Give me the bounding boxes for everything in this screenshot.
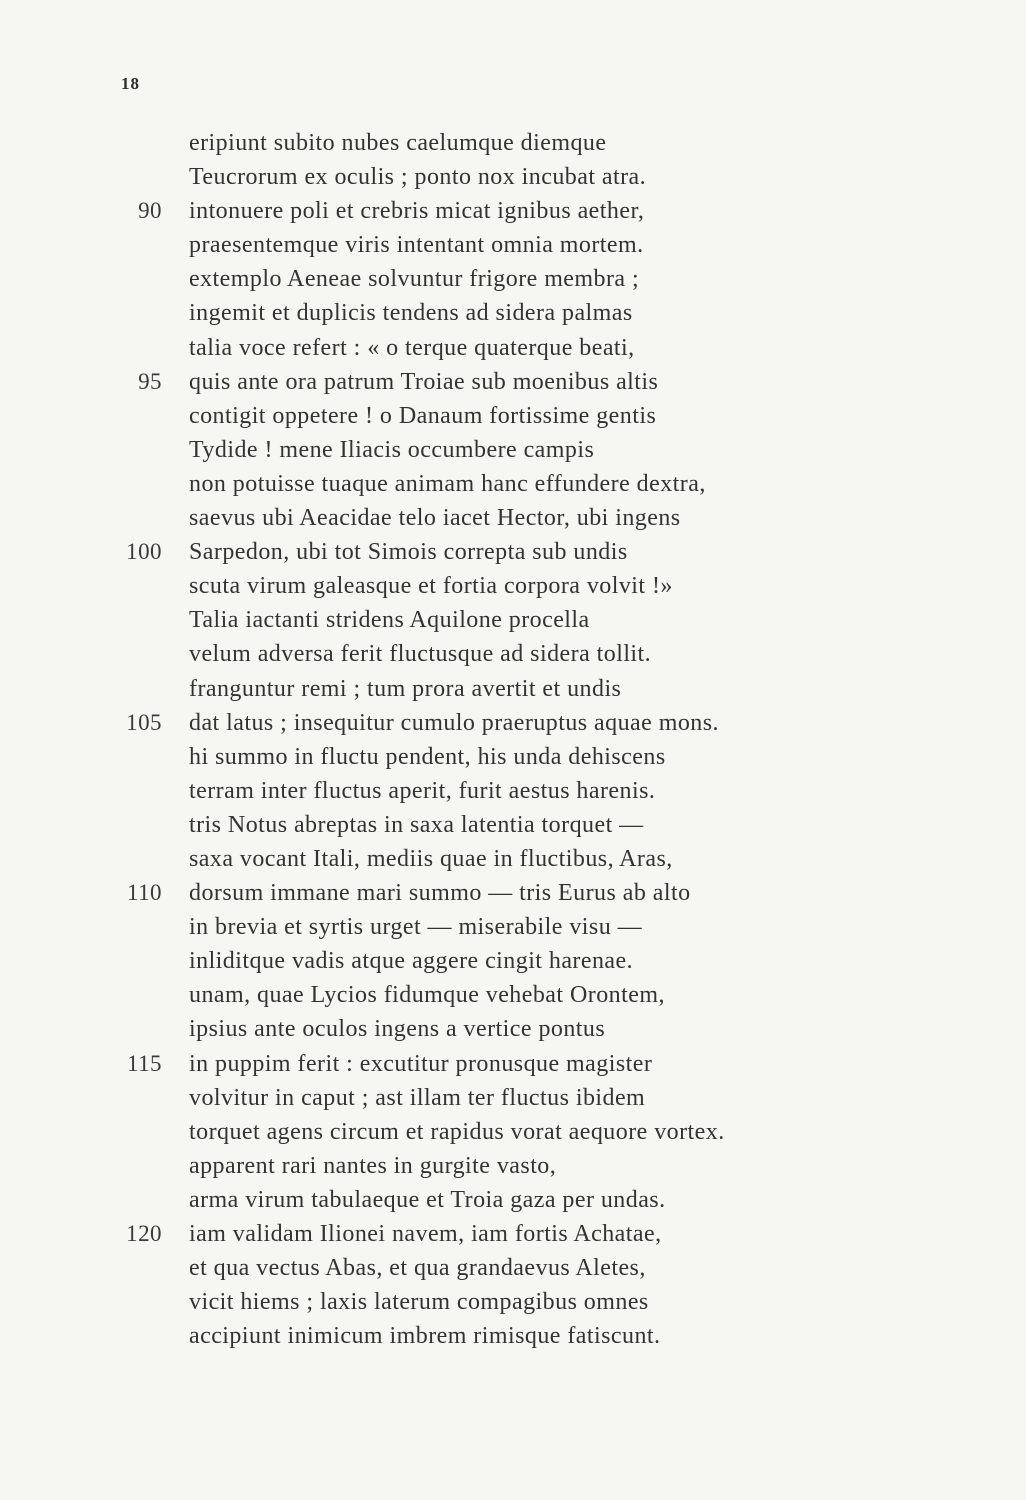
verse-text: arma virum tabulaeque et Troia gaza per undas. [189,1186,666,1213]
verse-text: tris Notus abreptas in saxa latentia torquet — [189,811,644,838]
verse-line [0,774,1026,808]
line-number: 110 [127,880,162,906]
verse-line [0,672,1026,706]
verse-line [0,740,1026,774]
line-number: 115 [127,1050,162,1076]
verse-line [0,1217,1026,1251]
verse-text: dat latus ; insequitur cumulo praeruptus aquae mons. [189,709,719,736]
verse-text: et qua vectus Abas, et qua grandaevus Aletes, [189,1255,646,1282]
verse-line [0,876,1026,910]
verse-text: intonuere poli et crebris micat ignibus aether, [189,198,645,225]
verse-line [0,262,1026,296]
verse-line [0,1081,1026,1115]
verse-line [0,910,1026,944]
verse-line [0,433,1026,467]
verse-text: inliditque vadis atque aggere cingit harenae. [189,948,634,975]
verse-text: Sarpedon, ubi tot Simois correpta sub undis [189,539,628,566]
verse-text: dorsum immane mari summo — tris Eurus ab alto [189,880,691,907]
verse-line [0,706,1026,740]
verse-line [0,535,1026,569]
verse-line [0,1115,1026,1149]
verse-text: hi summo in fluctu pendent, his unda dehiscens [189,743,666,770]
verse-line [0,194,1026,228]
verse-text: eripiunt subito nubes caelumque diemque [189,130,607,156]
verse-text: torquet agens circum et rapidus vorat aequore vortex. [189,1118,725,1145]
verse-text: unam, quae Lycios fidumque vehebat Orontem, [189,982,665,1009]
verse-line [0,365,1026,399]
verse-text: Talia iactanti stridens Aquilone procella [189,607,590,634]
verse-text: praesentemque viris intentant omnia mortem. [189,232,644,259]
verse-text: extemplo Aeneae solvuntur frigore membra ; [189,266,640,293]
verse-line [0,228,1026,262]
poem-text [0,126,1026,1353]
verse-text: Tydide ! mene Iliacis occumbere campis [189,436,595,463]
verse-text: saevus ubi Aeacidae telo iacet Hector, ubi ingens [189,505,681,532]
verse-line [0,978,1026,1012]
verse-text: talia voce refert : « o terque quaterque beati, [189,334,635,361]
line-number: 120 [126,1221,162,1246]
verse-line [0,1285,1026,1319]
page-number: 18 [121,74,140,93]
verse-text: saxa vocant Itali, mediis quae in fluctibus, Aras, [189,845,673,872]
verse-text: scuta virum galeasque et fortia corpora volvit !» [189,573,673,600]
verse-text: vicit hiems ; laxis laterum compagibus omnes [189,1289,649,1316]
verse-line [0,296,1026,330]
verse-text: in puppim ferit : excutitur pronusque magister [189,1050,653,1077]
verse-text: iam validam Ilionei navem, iam fortis Achatae, [189,1221,662,1247]
verse-text: apparent rari nantes in gurgite vasto, [189,1152,557,1179]
verse-line [0,1183,1026,1217]
verse-text: franguntur remi ; tum prora avertit et undis [189,675,622,702]
verse-line [0,944,1026,978]
line-number: 90 [138,198,162,224]
verse-line [0,1012,1026,1046]
verse-text: contigit oppetere ! o Danaum fortissime gentis [189,402,657,429]
line-number: 105 [126,709,162,735]
verse-line [0,467,1026,501]
verse-text: Teucrorum ex oculis ; ponto nox incubat atra. [189,164,647,191]
verse-text: in brevia et syrtis urget — miserabile visu — [189,914,643,941]
verse-line [0,1319,1026,1353]
verse-line [0,331,1026,365]
verse-line [0,1047,1026,1081]
line-number: 95 [138,368,162,394]
verse-line [0,808,1026,842]
verse-line [0,399,1026,433]
verse-text: quis ante ora patrum Troiae sub moenibus altis [189,368,659,395]
verse-line [0,126,1026,160]
verse-line [0,637,1026,671]
verse-line [0,569,1026,603]
verse-line [0,1149,1026,1183]
verse-text: velum adversa ferit fluctusque ad sidera tollit. [189,641,652,668]
verse-text: volvitur in caput ; ast illam ter fluctus ibidem [189,1084,646,1111]
verse-text: non potuisse tuaque animam hanc effundere dextra, [189,470,706,497]
verse-line [0,1251,1026,1285]
verse-text: accipiunt inimicum imbrem rimisque fatiscunt. [189,1323,661,1350]
verse-line [0,842,1026,876]
verse-text: ipsius ante oculos ingens a vertice pontus [189,1016,606,1043]
line-number: 100 [126,539,162,565]
verse-line [0,603,1026,637]
verse-text: terram inter fluctus aperit, furit aestus harenis. [189,777,656,804]
verse-line [0,160,1026,194]
verse-text: ingemit et duplicis tendens ad sidera palmas [189,300,633,327]
verse-line [0,501,1026,535]
